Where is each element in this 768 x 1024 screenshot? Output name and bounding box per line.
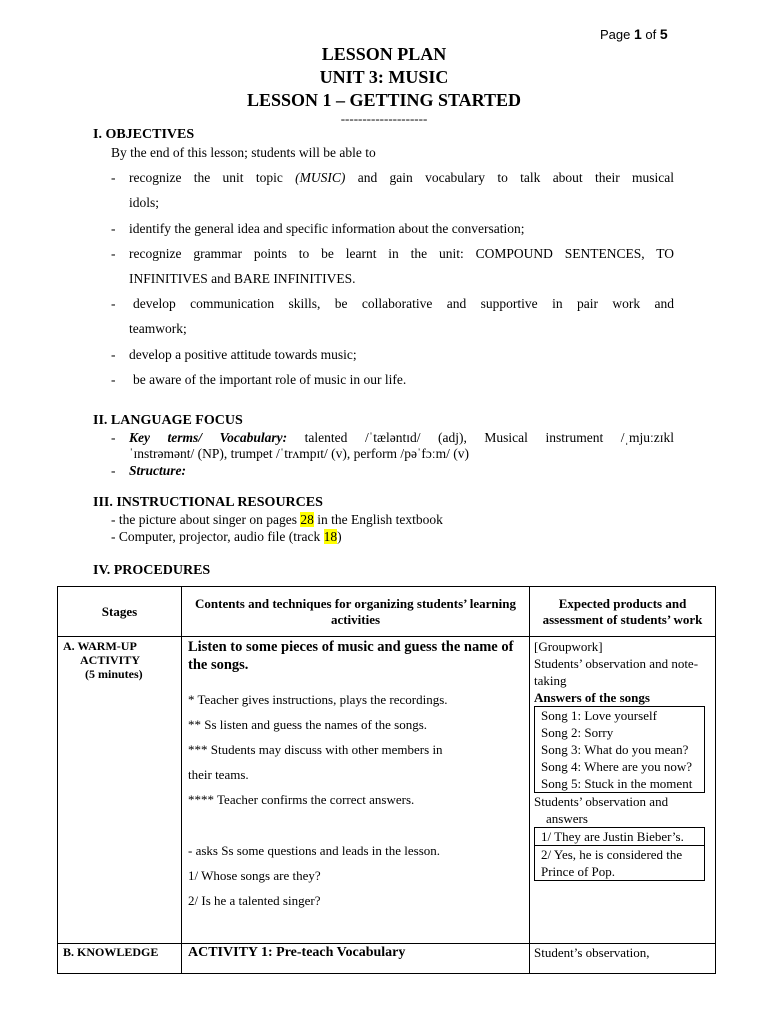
warmup-step-3-cont: their teams. bbox=[188, 767, 249, 782]
header-stages: Stages bbox=[58, 587, 182, 637]
warmup-step-2: ** Ss listen and guess the names of the songs. bbox=[188, 717, 428, 732]
bullet: - bbox=[111, 372, 116, 387]
procedures-heading: IV. PROCEDURES bbox=[93, 563, 211, 578]
contents-knowledge bbox=[182, 944, 530, 974]
objective-item-1: recognize the unit topic (MUSIC) and gain vocabulary to talk about their musical bbox=[129, 170, 675, 185]
resource-item-2: - Computer, projector, audio file (track 18) bbox=[111, 529, 342, 544]
bullet: - bbox=[111, 221, 116, 236]
objective-item-4: develop communication skills, be collaborative and supportive in pair work and bbox=[133, 296, 674, 311]
resource-item-1: - the picture about singer on pages 28 in the English textbook bbox=[111, 512, 443, 527]
procedures-table bbox=[57, 586, 716, 974]
highlight-page: 28 bbox=[300, 512, 314, 527]
vocabulary-line-cont: ˈɪnstrəmənt/ (NP), trumpet /ˈtrʌmpɪt/ (v), perform /pəˈfɔːm/ (v) bbox=[129, 446, 470, 461]
objectives-heading: I. OBJECTIVES bbox=[93, 127, 195, 142]
bullet: - bbox=[111, 463, 116, 478]
objective-item-4-cont: teamwork; bbox=[129, 321, 187, 336]
expected-observation-answers: Students’ observation and bbox=[534, 794, 669, 809]
warmup-step-3: *** Students may discuss with other members in bbox=[188, 742, 443, 757]
warmup-question-2: 2/ Is he a talented singer? bbox=[188, 893, 321, 908]
page-total: 5 bbox=[659, 26, 668, 42]
song-answer: Song 5: Stuck in the moment bbox=[541, 776, 693, 791]
song-answer: Song 3: What do you mean? bbox=[541, 742, 689, 757]
page-number bbox=[600, 26, 668, 42]
doc-title: LESSON PLAN bbox=[321, 44, 447, 64]
header-expected: Expected products and assessment of students’ work bbox=[530, 587, 716, 637]
answers-heading: Answers of the songs bbox=[534, 690, 650, 705]
expected-groupwork: [Groupwork] bbox=[534, 639, 603, 654]
song-answer: Song 4: Where are you now? bbox=[541, 759, 693, 774]
objective-item-6: be aware of the important role of music in our life. bbox=[133, 372, 407, 387]
objective-item-5: develop a positive attitude towards music; bbox=[129, 347, 357, 362]
questions-answer-box bbox=[534, 827, 705, 881]
bullet: - bbox=[111, 246, 116, 261]
stage-warmup-line2: ACTIVITY bbox=[80, 653, 141, 667]
contents-warmup bbox=[182, 637, 530, 944]
title-separator: -------------------- bbox=[340, 111, 428, 126]
songs-answer-box bbox=[534, 706, 705, 793]
warmup-activity-title: Listen to some pieces of music and guess the name of the songs. bbox=[188, 639, 514, 673]
page-of: of bbox=[645, 27, 657, 42]
vocabulary-line: Key terms/ Vocabulary: talented /ˈtæləntɪd/ (adj), Musical instrument /ˌmjuːzɪkl bbox=[129, 430, 675, 445]
expected-observation-answers-cont: answers bbox=[546, 811, 588, 826]
expected-knowledge-text: Student’s observation, bbox=[534, 945, 650, 960]
song-answer: Song 2: Sorry bbox=[541, 725, 614, 740]
unit-title: UNIT 3: MUSIC bbox=[319, 67, 449, 87]
warmup-question-1: 1/ Whose songs are they? bbox=[188, 868, 321, 883]
bullet: - bbox=[111, 347, 116, 362]
warmup-step-1: * Teacher gives instructions, plays the recordings. bbox=[188, 692, 448, 707]
objective-item-1-cont: idols; bbox=[129, 195, 160, 210]
warmup-step-4: **** Teacher confirms the correct answers. bbox=[188, 792, 415, 807]
table-row-knowledge bbox=[58, 944, 716, 974]
expected-warmup bbox=[530, 637, 716, 944]
stage-warmup-duration: (5 minutes) bbox=[85, 667, 143, 681]
objective-item-3-cont: INFINITIVES and BARE INFINITIVES. bbox=[129, 271, 356, 286]
header-contents: Contents and techniques for organizing students’ learning activities bbox=[182, 587, 530, 637]
table-header-row bbox=[58, 587, 716, 637]
knowledge-activity-title: ACTIVITY 1: Pre-teach Vocabulary bbox=[188, 945, 406, 960]
bullet: - bbox=[111, 170, 116, 185]
objective-item-3: recognize grammar points to be learnt in the unit: COMPOUND SENTENCES, TO bbox=[129, 246, 674, 261]
warmup-step-5: - asks Ss some questions and leads in the lesson. bbox=[188, 843, 441, 858]
bullet: - bbox=[111, 296, 116, 311]
stage-warmup bbox=[58, 637, 182, 944]
song-answer: Song 1: Love yourself bbox=[541, 708, 657, 723]
expected-observation: Students’ observation and note-taking bbox=[534, 656, 699, 688]
stage-knowledge bbox=[58, 944, 182, 974]
page-current: 1 bbox=[634, 26, 642, 42]
page-prefix: Page bbox=[600, 27, 631, 42]
objectives-intro: By the end of this lesson; students will be able to bbox=[111, 145, 376, 160]
answer-1: 1/ They are Justin Bieber’s. bbox=[535, 828, 704, 846]
objective-item-2: identify the general idea and specific information about the conversation; bbox=[129, 221, 525, 236]
bullet: - bbox=[111, 430, 116, 445]
language-focus-heading: II. LANGUAGE FOCUS bbox=[93, 413, 243, 428]
stage-warmup-line1: A. WARM-UP bbox=[63, 639, 137, 653]
structure-label: Structure: bbox=[129, 463, 187, 478]
resources-heading: III. INSTRUCTIONAL RESOURCES bbox=[93, 495, 323, 510]
stage-knowledge-label: B. KNOWLEDGE bbox=[63, 945, 159, 959]
table-row-warmup bbox=[58, 637, 716, 944]
expected-knowledge bbox=[530, 944, 716, 974]
highlight-track: 18 bbox=[323, 529, 338, 544]
lesson-title: LESSON 1 – GETTING STARTED bbox=[246, 90, 522, 110]
answer-2: 2/ Yes, he is considered the Prince of Pop. bbox=[541, 847, 683, 879]
